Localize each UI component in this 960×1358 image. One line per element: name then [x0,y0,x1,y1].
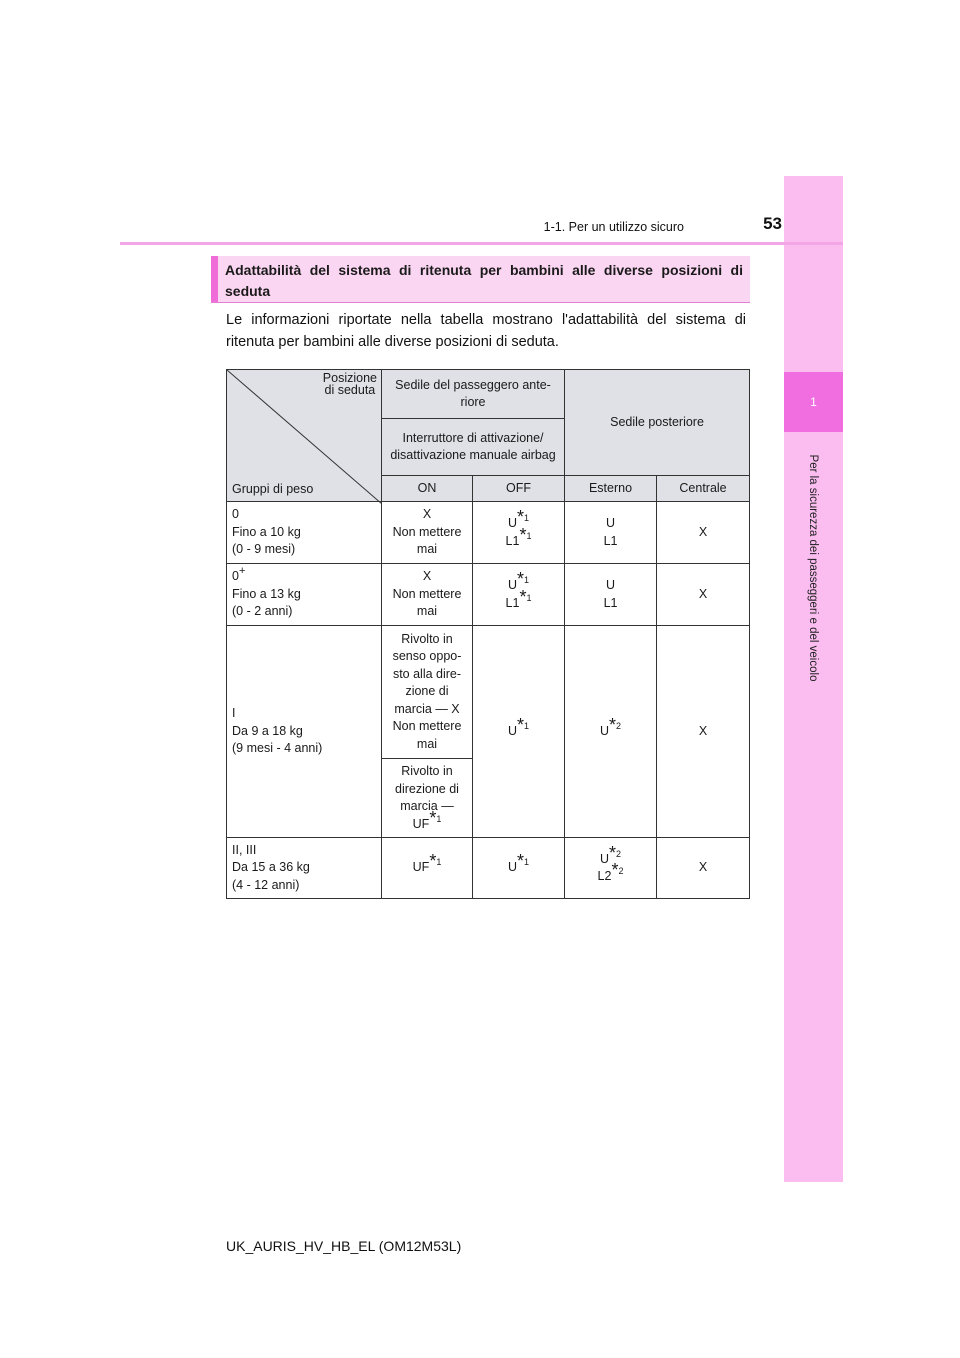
group-name: II, III [232,842,257,857]
header-off: OFF [473,476,565,502]
on-value: X [422,569,432,584]
on-forward-facing-text: Rivolto in direzione di marcia — [395,764,459,813]
on-rear-facing-cell: Rivolto in senso oppo-sto alla dire-zione di marcia — X Non mettere mai [382,626,473,759]
off-cell [473,502,565,564]
asterisk-icon: * [519,524,527,545]
table-row [227,502,750,564]
header-on: ON [382,476,473,502]
footnote-ref: 1 [526,530,532,541]
asterisk-icon: * [519,586,527,607]
outer-cell [565,838,657,899]
asterisk-icon: * [517,851,525,872]
corner-weight-groups: Gruppi di peso [232,481,314,496]
asterisk-icon: * [611,860,619,880]
footnote-ref: 1 [524,720,530,731]
group-name: 0 [232,569,239,584]
off-cell [473,838,565,899]
center-cell: X [657,626,750,838]
corner-seat-position-line1: Posizione [322,371,377,385]
header-outer: Esterno [565,476,657,502]
on-note: Non mettere mai [392,524,462,557]
weight-group-cell [227,626,382,838]
outer-value: L1 [603,533,618,548]
intro-paragraph: Le informazioni riportate nella tabella mostrano l'adattabilità del sistema di ritenuta per bambini alle diverse posizioni di seduta. [226,312,746,350]
weight-group-cell [227,564,382,626]
group-weight: Fino a 13 kg [232,586,301,601]
on-value: X [422,507,432,522]
outer-cell [565,502,657,564]
footnote-ref: 1 [436,857,442,868]
group-weight: Da 15 a 36 kg [232,860,310,875]
on-value: UF [412,860,430,875]
off-value: L1 [505,533,520,548]
center-cell: X [657,502,750,564]
group-name-sup: + [238,565,246,578]
chapter-number-tab: 1 [784,372,843,432]
asterisk-icon: * [609,842,617,863]
group-weight: Fino a 10 kg [232,524,301,539]
footnote-ref: 2 [616,848,622,859]
off-cell [473,564,565,626]
outer-value: U [599,723,610,738]
outer-value: L1 [603,595,618,610]
group-name: 0 [232,507,239,522]
heading-accent-bar [211,256,218,302]
outer-cell [565,564,657,626]
outer-value: U [606,578,616,592]
header-rule [120,242,843,245]
asterisk-icon: * [429,851,437,872]
corner-seat-position [323,372,377,396]
on-cell [382,838,473,899]
off-cell [473,626,565,838]
asterisk-icon: * [517,507,525,527]
outer-value: L2 [597,869,612,883]
weight-group-cell [227,838,382,899]
off-value: U [507,860,517,875]
heading-text: Adattabilità del sistema di ritenuta per bambini alle diverse posizioni di seduta [225,262,743,299]
on-cell [382,564,473,626]
header-airbag-switch: Interruttore di attivazione/ disattivazione manuale airbag [382,419,565,476]
outer-cell [565,626,657,838]
footnote-ref: 2 [616,720,622,731]
table-corner-cell [227,370,382,502]
group-age: (0 - 9 mesi) [232,542,296,557]
corner-seat-position-line2: di seduta [324,383,376,397]
chapter-title-text: Per la sicurezza dei passeggeri e del veicolo [807,454,819,682]
weight-group-cell [227,502,382,564]
off-value: U [507,723,517,738]
group-age: (4 - 12 anni) [232,877,300,892]
asterisk-icon: * [609,714,617,735]
group-age: (9 mesi - 4 anni) [232,741,323,756]
on-cell [382,502,473,564]
header-center: Centrale [657,476,750,502]
group-age: (0 - 2 anni) [232,604,293,619]
heading-box [211,256,750,303]
footnote-ref: 1 [524,575,530,585]
outer-value: U [599,851,610,866]
on-note: Non mettere mai [392,586,462,619]
document-code-footer: UK_AURIS_HV_HB_EL (OM12M53L) [226,1238,462,1254]
suitability-table [226,369,750,899]
asterisk-icon: * [517,569,525,589]
header-front-seat: Sedile del passeggero ante-riore [382,370,565,419]
asterisk-icon: * [429,807,437,828]
outer-value: U [606,516,616,530]
page-number: 53 [763,214,782,233]
asterisk-icon: * [517,714,525,735]
table-row [227,564,750,626]
center-cell: X [657,564,750,626]
off-value: U [507,578,517,592]
group-weight: Da 9 a 18 kg [232,723,303,738]
footnote-ref: 2 [618,866,624,876]
table-row [227,626,750,759]
off-value: L1 [505,595,520,610]
on-forward-facing-cell [382,759,473,838]
on-value: UF [412,816,430,831]
group-name: I [232,706,236,721]
center-cell: X [657,838,750,899]
table-row [227,838,750,899]
footnote-ref: 1 [524,513,530,523]
footnote-ref: 1 [436,813,442,824]
footnote-ref: 1 [524,857,530,868]
section-title: 1-1. Per un utilizzo sicuro [543,220,684,234]
header-rear-seat: Sedile posteriore [565,370,750,476]
off-value: U [507,516,517,530]
footnote-ref: 1 [526,592,532,603]
